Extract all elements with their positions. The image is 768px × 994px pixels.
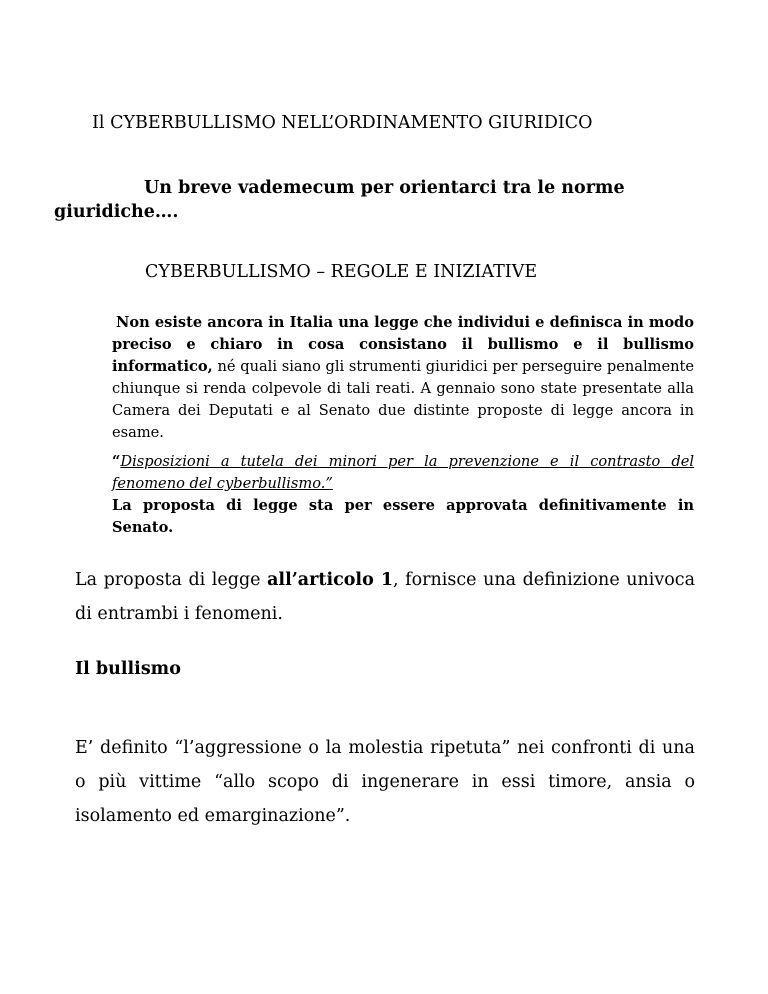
proposal-block <box>112 451 694 539</box>
proposal-open-quote: “ <box>112 453 121 470</box>
proposal-status-note: La proposta di legge sta per essere approvata definitivamente in Senato. <box>112 497 694 536</box>
definition-text-before: La proposta di legge <box>75 570 268 590</box>
intro-text: né quali siano gli strumenti giuridici per perseguire penalmente chiunque si renda colpevole di tali reati. A gennaio sono state presentate alla Camera dei Deputati e al Senato due distinte proposte di legge ancora in esame. <box>112 358 694 441</box>
document-subtitle <box>54 176 694 224</box>
intro-paragraph <box>112 312 694 444</box>
subtitle-line-2: giuridiche…. <box>54 202 179 222</box>
section-title: CYBERBULLISMO – REGOLE E INIZIATIVE <box>145 262 538 282</box>
document-title: Il CYBERBULLISMO NELL’ORDINAMENTO GIURIDICO <box>92 113 593 133</box>
definition-text-after: , fornisce una definizione univoca di entrambi i fenomeni. <box>75 570 696 624</box>
bullismo-heading: Il bullismo <box>75 659 181 679</box>
proposal-law-title: Disposizioni a tutela dei minori per la prevenzione e il contrasto del fenomeno del cyberbullismo.” <box>112 453 694 492</box>
subtitle-line-1: Un breve vademecum per orientarci tra le norme <box>144 178 625 198</box>
bullismo-paragraph: E’ definito “l’aggressione o la molestia ripetuta” nei confronti di una o più vittime “allo scopo di ingenerare in essi timore, ansia o isolamento ed emarginazione”. <box>75 738 695 826</box>
definition-article-ref: all’articolo 1 <box>267 570 394 590</box>
definition-paragraph <box>75 563 695 631</box>
intro-bold-text: Non esiste ancora in Italia una legge che individui e definisca in modo preciso e chiaro in cosa consistano il bullismo e il bullismo informatico, <box>112 314 694 375</box>
